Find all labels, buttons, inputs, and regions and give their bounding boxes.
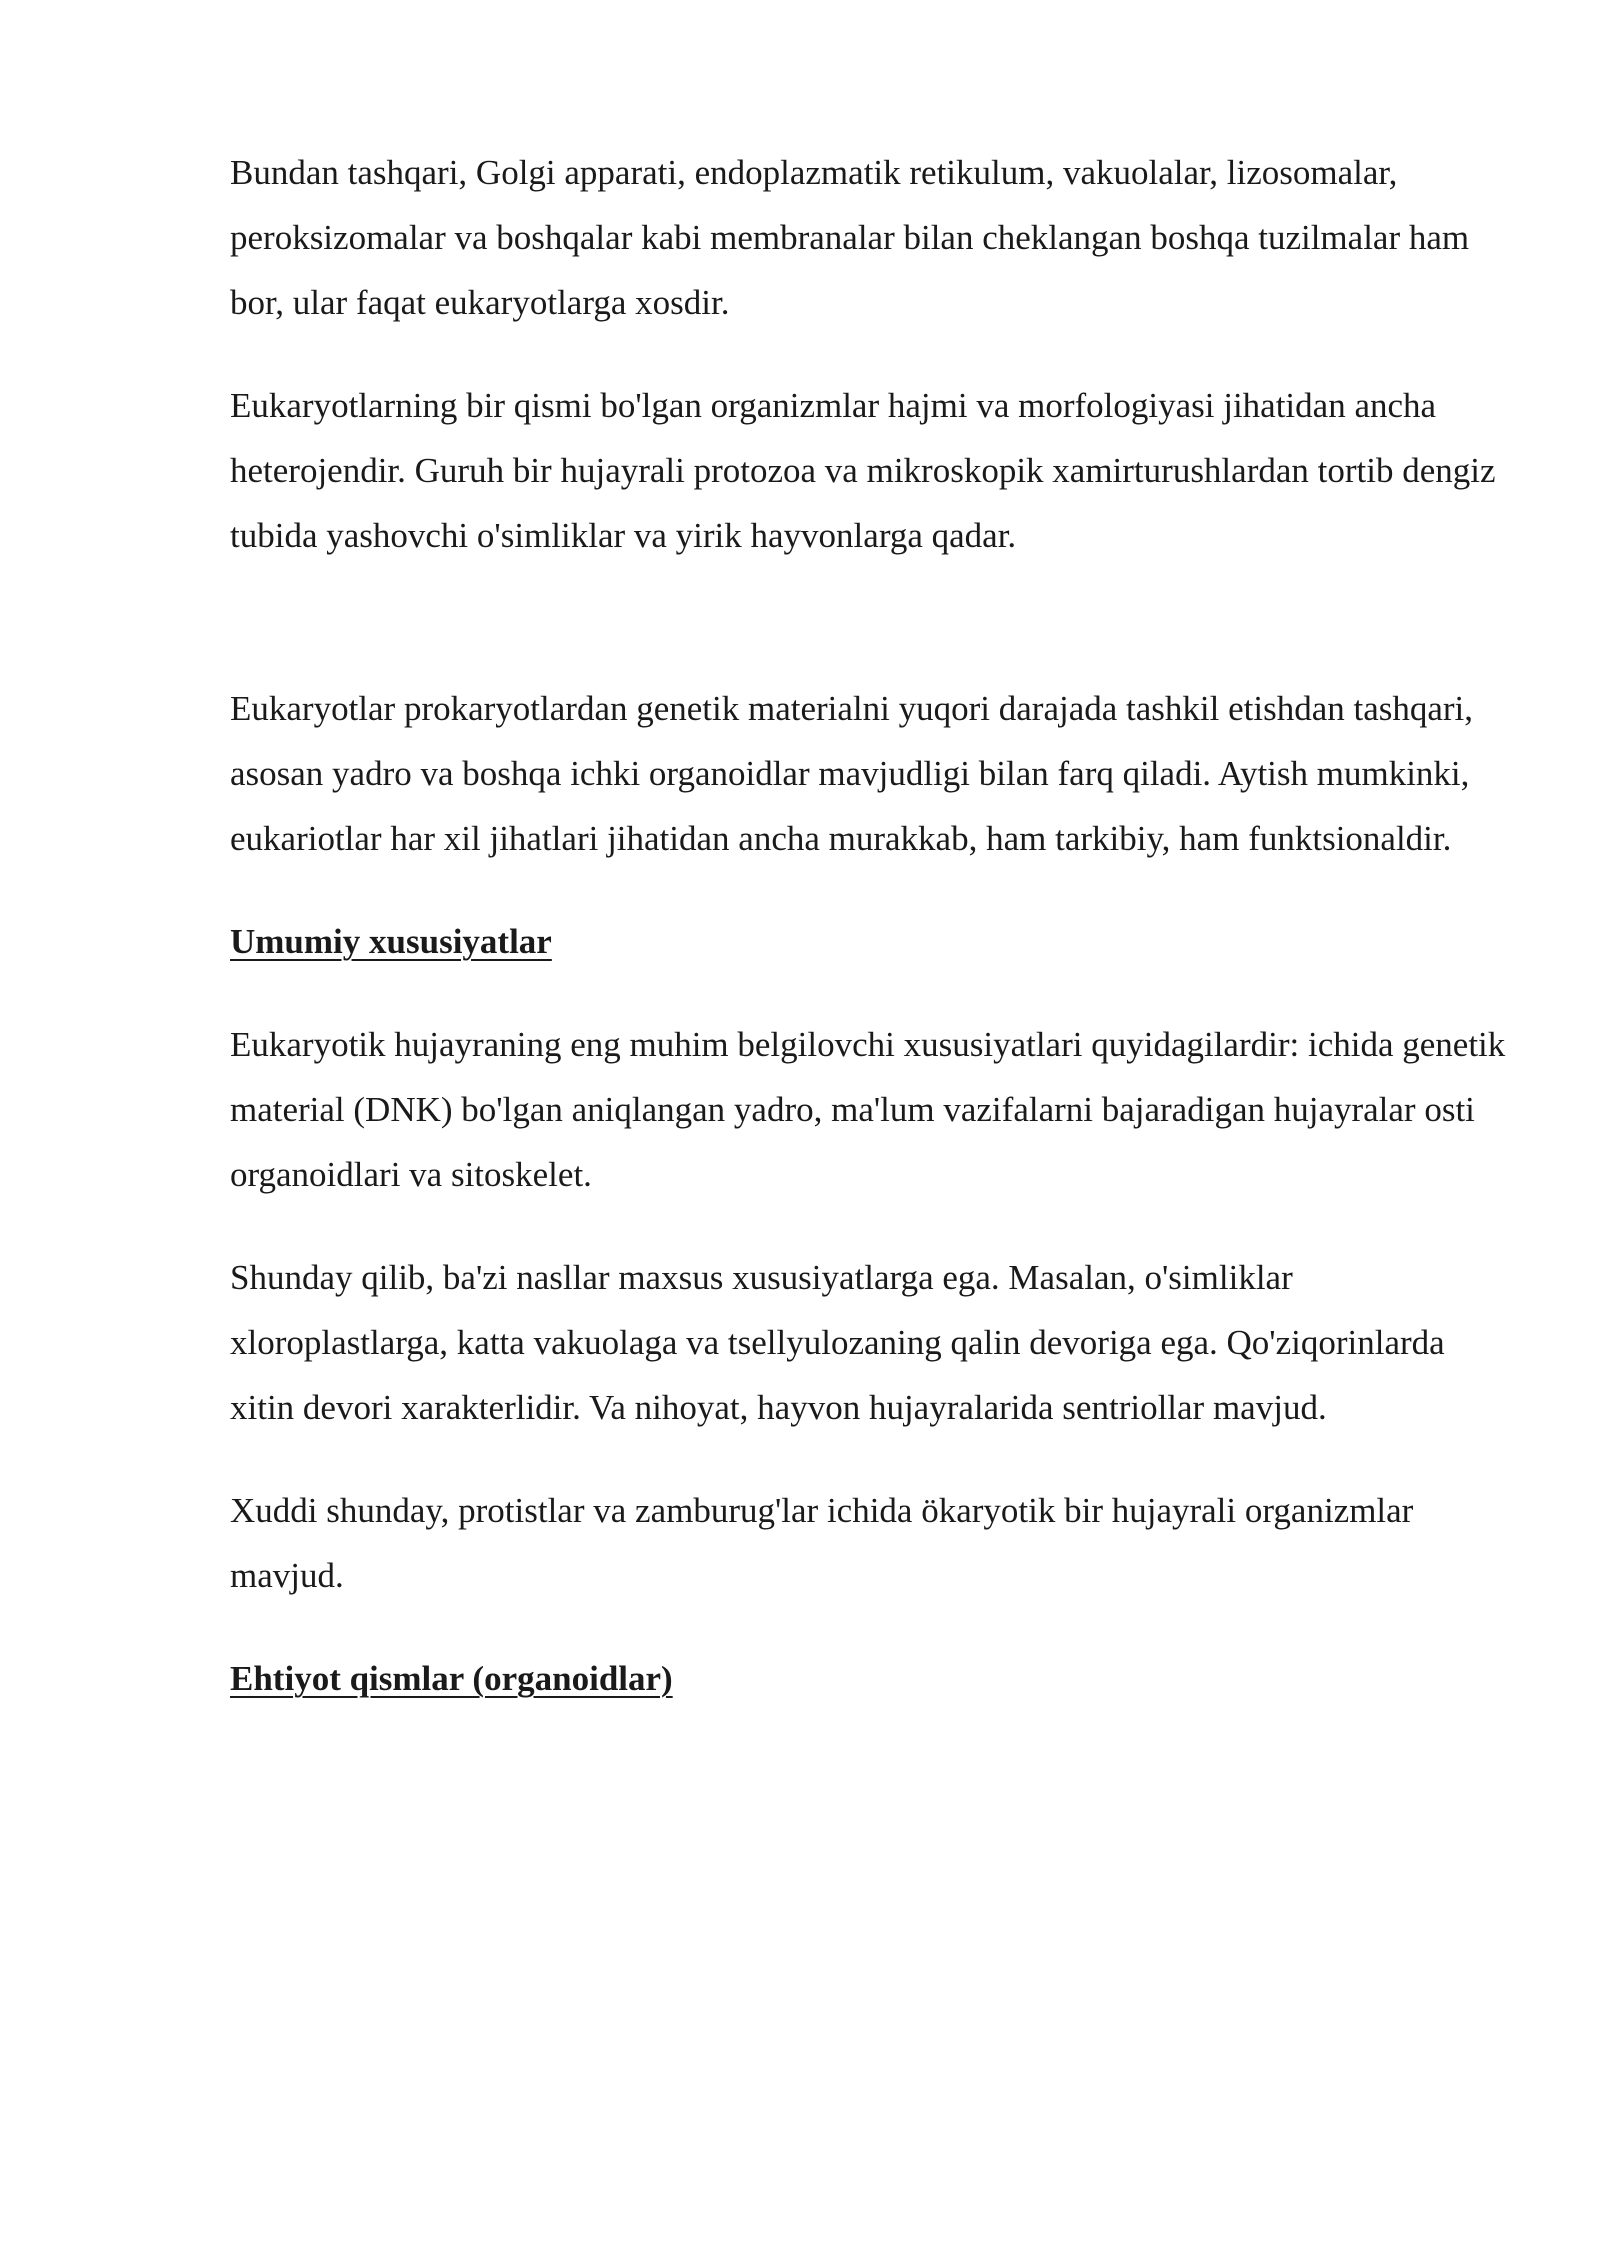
heading-general-features: Umumiy xususiyatlar [230,922,552,961]
paragraph-protists: Xuddi shunday, protistlar va zamburug'lar ichida ökaryotik bir hujayrali organizmlar mavjud. [230,1491,1414,1595]
paragraph-morphology: Eukaryotlarning bir qismi bo'lgan organizmlar hajmi va morfologiyasi jihatidan ancha heterojendir. Guruh bir hujayrali protozoa va mikroskopik xamirturushlardan tortib dengiz tubida yashovchi o'simliklar va yirik hayvonlarga qadar. [230,386,1496,555]
paragraph-defining-features: Eukaryotik hujayraning eng muhim belgilovchi xususiyatlari quyidagilardir: ichida genetik material (DNK) bo'lgan aniqlangan yadro, ma'lum vazifalarni bajaradigan hujayralar osti organoidlari va sitoskelet. [230,1025,1506,1194]
document-body [230,140,1510,1749]
paragraph-prokaryote-difference: Eukaryotlar prokaryotlardan genetik materialni yuqori darajada tashkil etishdan tashqari, asosan yadro va boshqa ichki organoidlar mavjudligi bilan farq qiladi. Aytish mumkinki, eukariotlar har xil jihatlari jihatidan ancha murakkab, ham tarkibiy, ham funktsionaldir. [230,689,1474,858]
paragraph-lineages: Shunday qilib, ba'zi nasllar maxsus xususiyatlarga ega. Masalan, o'simliklar xloroplastlarga, katta vakuolaga va tsellyulozaning qalin devoriga ega. Qo'ziqorinlarda xitin devori xarakterlidir. Va nihoyat, hayvon hujayralarida sentriollar mavjud. [230,1258,1445,1427]
paragraph-golgi: Bundan tashqari, Golgi apparati, endoplazmatik retikulum, vakuolalar, lizosomalar, peroksizomalar va boshqalar kabi membranalar bilan cheklangan boshqa tuzilmalar ham bor, ular faqat eukaryotlarga xosdir. [230,153,1470,322]
heading-organelles: Ehtiyot qismlar (organoidlar) [230,1659,673,1698]
